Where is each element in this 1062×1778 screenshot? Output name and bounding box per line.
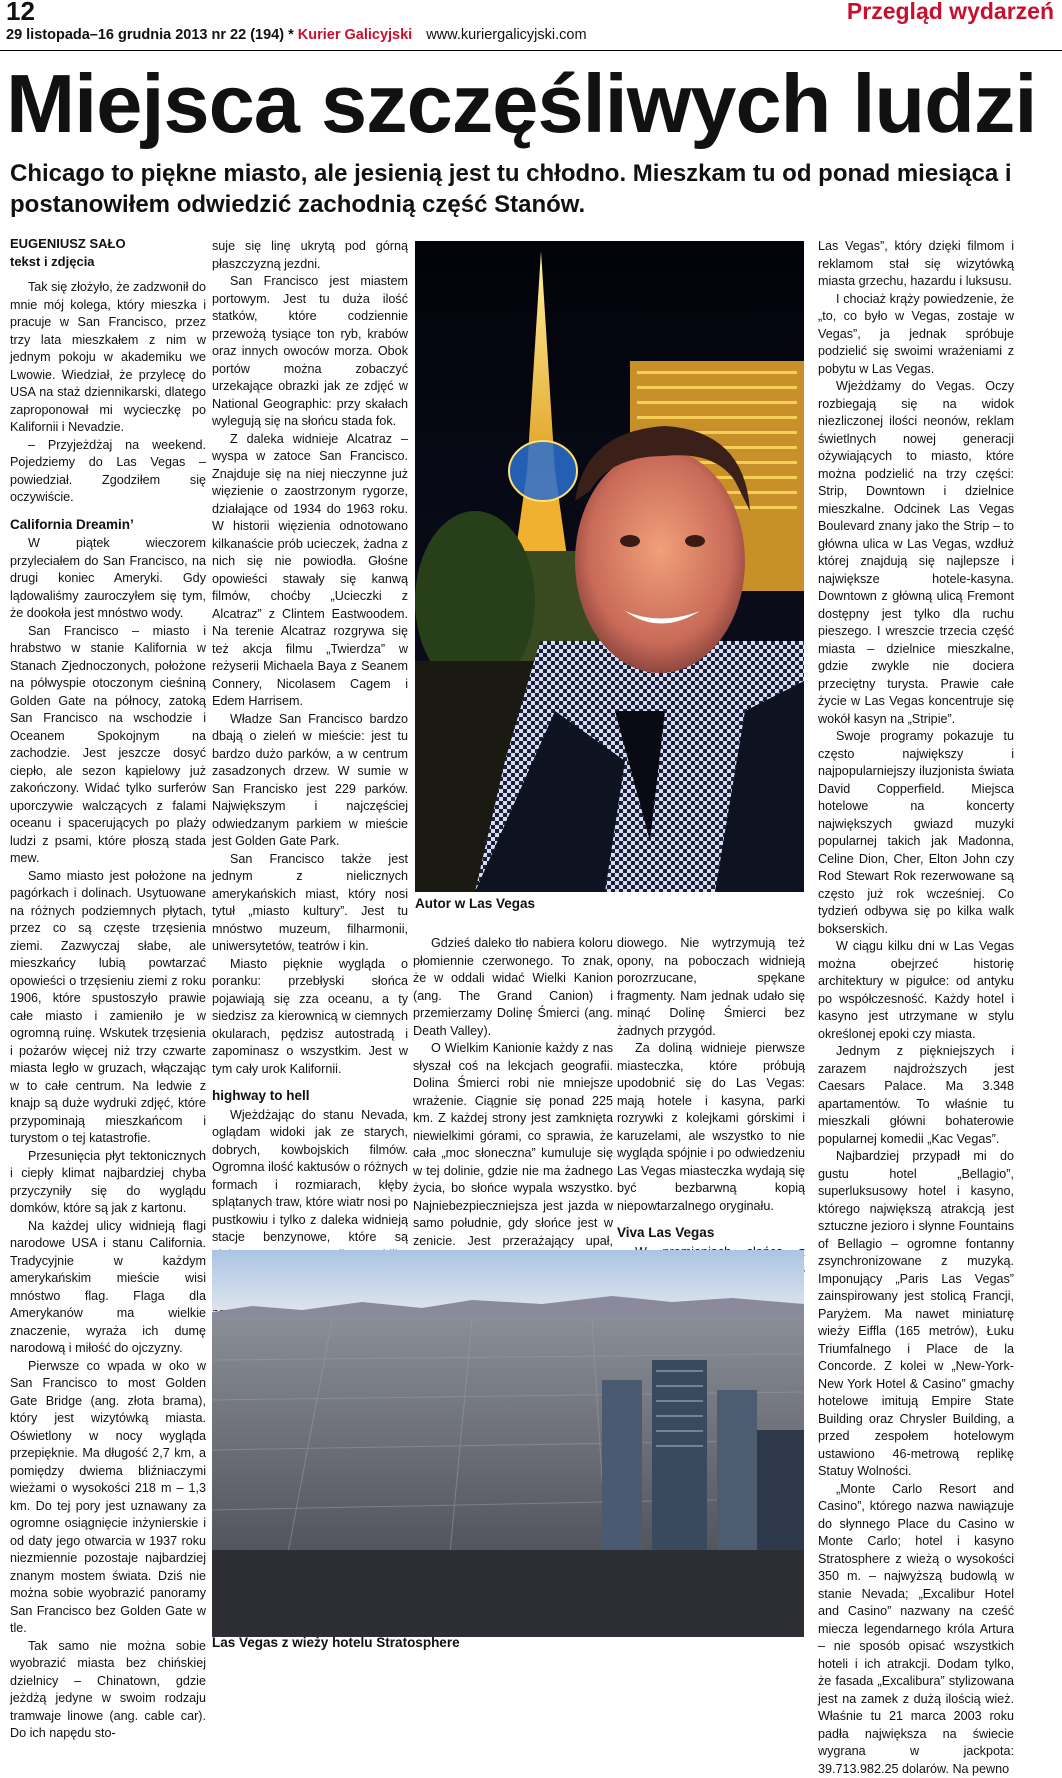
article-lead: Chicago to piękne miasto, ale jesienią jest tu chłodno. Mieszkam tu od ponad miesiąca i postanowiłem odwiedzić zachodnią część Stanów.	[10, 158, 1055, 220]
subheading: highway to hell	[212, 1087, 408, 1105]
header-divider	[0, 50, 1062, 51]
article-headline: Miejsca szczęśliwych ludzi	[6, 62, 1036, 145]
article-column-1	[10, 235, 206, 1653]
paragraph: Gdzieś daleko tło nabiera koloru płomiennie czerwonego. To znak, że w oddali widać Wielki Kanion (ang. The Grand Canion) i przemierzamy Dolinę Śmierci (ang. Death Valley).	[413, 935, 613, 1040]
article-column-2	[212, 238, 408, 1240]
photo2-caption: Las Vegas z wieży hotelu Stratosphere	[212, 1635, 460, 1650]
paragraph: – Przyjeżdżaj na weekend. Pojedziemy do Las Vegas – powiedział. Zgodziłem się oczywiście.	[10, 437, 206, 507]
brand-name: Kurier Galicyjski	[298, 27, 412, 43]
article-column-3	[413, 935, 613, 1240]
paragraph: Władze San Francisco bardzo dbają o zieleń w mieście: jest tu bardzo dużo parków, a w centrum zasadzonych drzew. W sumie w San Francisko jest 229 parków. Największym i najczęściej odwiedzanym parkiem w mieście jest Golden Gate Park.	[212, 711, 408, 851]
page-number: 12	[6, 0, 35, 27]
stratosphere-panorama-photo	[212, 1250, 804, 1637]
paragraph: W piątek wieczorem przyleciałem do San Francisco, na drugi koniec Ameryki. Gdy lądowaliśmy zauroczyłem się tym, że dookoła jest mnóstwo wody.	[10, 535, 206, 623]
paragraph: San Francisco jest miastem portowym. Jest tu duża ilość statków, które codziennie przewożą tysiące ton ryb, krabów oraz innych owoców morza. Obok portów można zobaczyć urzekające obrazki jak ze zdjęć w National Geographic: przy skałach wylegują się na słońcu stada fok.	[212, 273, 408, 431]
section-title: Przegląd wydarzeń	[847, 0, 1054, 25]
paragraph: W ciągu kilku dni w Las Vegas można obejrzeć historię architektury w pigułce: od antyku po współczesność. Każdy hotel i kasyno jest utrzymane w stylu określonej epoki czy miasta.	[818, 938, 1014, 1043]
paragraph: Wjeżdżając do stanu Nevada, oglądam widoki jak ze starych, dobrych, kowbojskich filmów. Ogromna ilość kaktusów o różnych formach i rozmiarach, kłęby splątanych traw, które wiatr nosi po pustkowiu i tylko z daleka widnieją stacje benzynowe, które są	[212, 1107, 408, 1370]
paragraph: Samo miasto jest położone na pagórkach i dolinach. Usytuowane na różnych podziemnych płytach, przez co są częste trzęsienia ziemi. Zazwyczaj słabe, ale mieszkańcy lubią powtarzać opowieści o trzęsieniu ziemi z roku 1906, które spustoszyło prawie całe miasto i zamieniło je w ogromną ruinę. Wskutek trzęsienia i pożarów więcej niż trzy czwarte miasta legło w gruzach, włączając w to całe centrum. Na ledwie z knajp są duże wydruki zdjęć, które przypominają mieszkańcom i turystom o tej katastrofie.	[10, 868, 206, 1148]
author-las-vegas-photo	[415, 241, 804, 892]
paragraph: Las Vegas”, który dzięki filmom i reklamom stał się wizytówką miasta grzechu, hazardu i luksusu.	[818, 238, 1014, 291]
paragraph: Swoje programy pokazuje tu często największy i najpopularniejszy iluzjonista świata David Copperfield. Miejsca hotelowe na koncerty największych gwiazd muzyki popularnej takich jak Madonna, Celine Dion, Cher, Elton John czy Rod Stewart Rok rezerwowane są często już rok wcześniej. Co tydzień odbywa się po kilka walk bokserskich.	[818, 728, 1014, 938]
paragraph: Za doliną widnieje pierwsze miasteczka, które próbują upodobnić się do Las Vegas: mają hotele i kasyna, parki rozrywki z kolejkami górskimi i karuzelami, ale wszystko to nie wygląda spójnie i po odwiedzeniu Las Vegas miasteczka wydają się być bezbarwną kopią niepowtarzalnego oryginału.	[617, 1040, 805, 1215]
photo1-caption: Autor w Las Vegas	[415, 896, 535, 911]
paragraph: „Monte Carlo Resort and Casino”, którego nazwa nawiązuje do słynnego Place du Casino w Monte Carlo; hotel i kasyno Stratosphere z wieżą o wysokości 350 m. – najwyższą budowlą w stanie Nevada; „Excalibur Hotel and Casino” nazwany na cześć miecza legendarnego króla Artura – nie sposób opisać wszystkich hoteli i ich atrakcji. Dodam tylko, że fasada „Excalibura” stylizowana jest na zamek z dużą ilością wież. Właśnie tu 21 marca 2003 roku padła największa na świecie wygrana w jackpota: 39.713.982.25 dolarów. Na pewno	[818, 1481, 1014, 1778]
byline	[10, 235, 206, 271]
paragraph: San Francisco – miasto i hrabstwo w stanie Kalifornia w Stanach Zjednoczonych, położone na półwyspie otoczonym cieśniną Golden Gate na północy, zatoką San Francisco na wschodzie i Oceanem Spokojnym na zachodzie. Jest jeszcze dosyć ciepło, ale sezon kąpielowy już zakończony. Widać tylko surferów uporczywie walczących z falami oceanu i spacerujących po plaży ludzi z psami, które płoszą stada mew.	[10, 623, 206, 868]
subheading: California Dreamin’	[10, 516, 206, 534]
paragraph: Wjeżdżamy do Vegas. Oczy rozbiegają się na widok niezliczonej ilości neonów, reklam świetlnych nowej generacji ożywiających to miasto, które można podzielić na trzy części: Strip, Downtown i dzielnice mieszkalne. Odcinek Las Vegas Boulevard znany jako the Strip – to główna ulica w Las Vegas, wzdłuż której znajdują się najlepsze i największe hotele-kasyna. Downtown z główną ulicą Fremont dostępny jest tylko dla ruchu pieszego. I wreszcie trzecia część miasta – dzielnice mieszkalne, gdzie zwykle nie dociera przeciętny turysta. Prawie całe życie w Las Vegas koncentruje się wokół kasyn na „Stripie”.	[818, 378, 1014, 728]
site-url: www.kuriergalicyjski.com	[426, 27, 586, 43]
paragraph: O Wielkim Kanionie każdy z nas słyszał coś na lekcjach geografii. Dolina Śmierci robi nie mniejsze wrażenie. Ciągnie się ponad 225 km. Z każdej strony jest zamknięta niewielkimi górami, co sprawia, że cała „moc słoneczna” kumuluje się w tej dolinie, gdzie nie ma żadnego życia, bo słońce wypala wszystko. Najniebezpieczniejsza jest jazda w samo południe, gdy słońce jest w zenicie. Jest przerażający upał,	[413, 1040, 613, 1285]
article-column-4	[617, 935, 805, 1240]
issue-info	[6, 27, 587, 43]
paragraph: Tak się złożyło, że zadzwonił do mnie mój kolega, który mieszka i pracuje w San Francisco, przez trzy lata mieszkałem z nim w jednym pokoju w akademiku we Lwowie. Wiedział, że przylecę do USA na staż dziennikarski, dlatego zaproponował mi wycieczkę po Kalifornii i Nevadzie.	[10, 279, 206, 437]
issue-date: 29 listopada–16 grudnia 2013 nr 22 (194) *	[6, 27, 298, 43]
paragraph: I chociaż krąży powiedzenie, że „to, co było w Vegas, zostaje w Vegas”, ja jednak spróbuje podzielić się swoimi wrażeniami z pobytu w Las Vegas.	[818, 291, 1014, 379]
paragraph: Pierwsze co wpada w oko w San Francisco to most Golden Gate Bridge (ang. złota brama), który jest wizytówką miasta. Oświetlony w nocy wygląda przepięknie. Ma długość 2,7 km, a pomiędzy dwiema bliźniaczymi wieżami o wysokości 218 m – 1,3 km. Do tej pory jest uznawany za ogromne osiągnięcie inżynierskie i od daty jego otwarcia w 1937 roku niezmiennie pozostaje najbardziej znanym mostem świata. Dziś nie można sobie wyobrazić panoramy San Francisco bez Golden Gate w tle.	[10, 1358, 206, 1638]
paragraph: Z daleka widnieje Alcatraz – wyspa w zatoce San Francisco. Znajduje się na niej nieczynne już więzienie o zaostrzonym rygorze, działające od 1934 do 1963 roku. W historii więzienia odnotowano kilkanaście prób ucieczek, żadna z nich się nie powiodła. Głośne opowieści stawały się kanwą filmów, choćby „Ucieczki z Alcatraz” z Clintem Eastwoodem. Na terenie Alcatraz rozgrywa się też akcja filmu „Twierdza” w reżyserii Michaela Baya z Seanem Connery, Nicolasem Cagem i Edem Harrisem.	[212, 431, 408, 711]
paragraph: San Francisco także jest jednym z nielicznych amerykańskich miast, który nosi tytuł „miasto kultury”. Jest tu mnóstwo muzeum, filharmonii, uniwersytetów, teatrów i kin.	[212, 851, 408, 956]
subheading: Viva Las Vegas	[617, 1224, 805, 1242]
paragraph: Na każdej ulicy widnieją flagi narodowe USA i stanu California. Tradycyjnie w każdym amerykańskim mieście wisi mnóstwo flag. Flaga dla Amerykanów ma wielkie znaczenie, wyraża ich dumę narodową i miłość do ojczyzny.	[10, 1218, 206, 1358]
paragraph: suje się linę ukrytą pod górną płaszczyzną jezdni.	[212, 238, 408, 273]
paragraph: Najbardziej przypadł mi do gustu hotel „Bellagio”, superluksusowy hotel i kasyno, którego największą atrakcją jest sztuczne jezioro i słynne Fountains of Bellagio – ogromne fontanny zsynchronizowane z muzyką. Imponujący „Paris Las Vegas” zainspirowany jest stolicą Francji, Paryżem. Ma nawet miniaturę wieży Eiffla (165 metrów), Łuku Triumfalnego i Place de la Concorde. Z kolei w „New-York-New York Hotel & Casino” gmachy hotelowe imitują Empire State Building oraz Chrysler Building, a przed zespołem hotelowym ustawiono 46-metrową replikę Statuy Wolności.	[818, 1148, 1014, 1481]
paragraph: Tak samo nie można sobie wyobrazić miasta bez chińskiej dzielnicy – Chinatown, gdzie jeżdżą jedyne w swoim rodzaju tramwaje linowe (ang. cable car). Do ich napędu sto-	[10, 1638, 206, 1743]
paragraph: Jednym z piękniejszych i zarazem najdroższych jest Caesars Palace. Ma 3.348 apartamentów. To właśnie tu mieszkali główni bohaterowie popularnej komedii „Kac Vegas”.	[818, 1043, 1014, 1148]
byline-role: tekst i zdjęcia	[10, 253, 206, 271]
paragraph: Miasto pięknie wygląda o poranku: przebłyski słońca pojawiają się zza oceanu, a ty siedzisz za kierownicą w ciemnych okularach, pędzisz autostradą i zapominasz o wszystkim. Jest w tym cały urok Kalifornii.	[212, 956, 408, 1079]
las-vegas-panorama-image	[212, 1250, 804, 1637]
byline-author: EUGENIUSZ SAŁO	[10, 235, 206, 253]
las-vegas-night-image	[415, 241, 804, 892]
paragraph: Przesunięcia płyt tektonicznych i ciepły klimat najbardziej chyba przyczyniły się do wyglądu domków, które są jak z kartonu.	[10, 1148, 206, 1218]
article-column-5	[818, 238, 1014, 1653]
paragraph: diowego. Nie wytrzymują też opony, na poboczach widnieją porozrzucane, spękane fragmenty. Nam jednak udało się minąć Dolinę Śmierci bez żadnych przygód.	[617, 935, 805, 1040]
